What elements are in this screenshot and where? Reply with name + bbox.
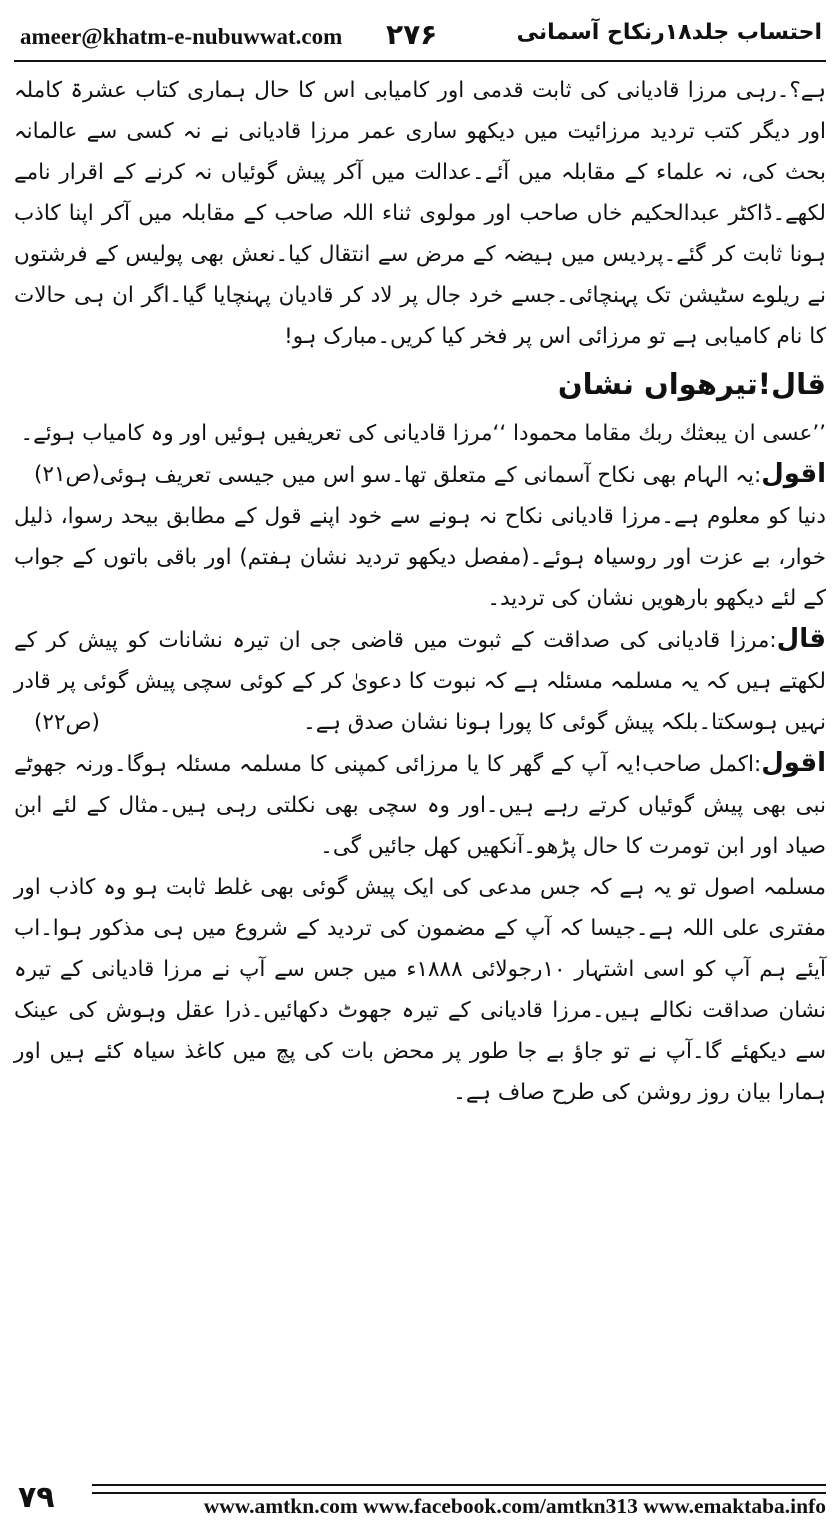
page-body bbox=[14, 70, 826, 1113]
paragraph-1: ہے؟۔رہی مرزا قادیانی کی ثابت قدمی اور کامیابی اس کا حال ہماری کتاب عشرۃ کاملہ اور دیگر کتب تردید مرزائیت میں دیکھو ساری عمر مرزا قادیانی نے نہ کسی سے عالمانہ بحث کی، نہ علماء کے مقابلہ میں آئے۔عدالت میں آکر پیش گوئیاں نہ کرنے کے اقرار نامے لکھے۔ڈاکٹر عبدالحکیم خاں صاحب اور مولوی ثناء اللہ صاحب کے مقابلہ میں آکر اپنا کاذب ہونا ثابت کر گئے۔پردیس میں ہیضہ کے مرض سے انتقال کیا۔نعش بھی پولیس کے فرشتوں نے ریلوے سٹیشن تک پہنچائی۔جسے خرد جال پر لاد کر قادیان پہنچایا گیا۔اگر ان ہی حالات کا نام کامیابی ہے تو مرزائی اس پر فخر کیا کریں۔مبارک ہو! bbox=[14, 78, 826, 349]
footer-divider bbox=[92, 1484, 826, 1494]
paragraph-4-reference: (ص۲۲) bbox=[34, 710, 100, 735]
header-book-title: احتساب جلد۱۸رنکاح آسمانی bbox=[516, 20, 822, 45]
header-page-number: ۲۷۶ bbox=[386, 18, 438, 51]
paragraph-3 bbox=[14, 454, 826, 619]
paragraph-6: مسلمہ اصول تو یہ ہے کہ جس مدعی کی ایک پیش گوئی بھی غلط ثابت ہو وہ کاذب اور مفتری علی اللہ ہے۔جیسا کہ آپ کے مضمون کی تردید کے شروع میں ہی مذکور ہوا۔اب آیئے ہم آپ کو اسی اشتہار ۱۰رجولائی ۱۸۸۸ء میں جس سے آپ نے مرزا قادیانی کے تیرہ نشان صداقت نکالے ہیں۔مرزا قادیانی کے تیرہ جھوٹ دکھائیں۔ذرا عقل وہوش کی عینک سے دیکھئے گا۔آپ نے تو جاؤ بے جا طور پر محض بات کی پچ میں کاغذ سیاہ کئے ہیں اور ہمارا بیان روز روشن کی طرح صاف ہے۔ bbox=[14, 875, 826, 1105]
footer-links: www.amtkn.com www.facebook.com/amtkn313 www.emaktaba.info bbox=[203, 1494, 826, 1518]
paragraph-2-text: ’’عسى ان يبعثك ربك مقاما محمودا ‘‘مرزا قادیانی کی تعریفیں ہوئیں اور وہ کامیاب ہوئے۔ bbox=[20, 421, 826, 446]
paragraph-3-text: :یہ الہام بھی نکاح آسمانی کے متعلق تھا۔سو اس میں جیسی تعریف ہوئی دنیا کو معلوم ہے۔مرزا قادیانی نکاح نہ ہونے سے خود اپنے قول کے مطابق بیحد رسوا، ذلیل خوار، بے عزت اور روسیاہ ہوئے۔(مفصل دیکھو تردید نشان ہفتم) اور باقی باتوں کے جواب کے لئے دیکھو بارھویں نشان کی تردید۔ bbox=[14, 463, 826, 611]
paragraph-2-reference: (ص۲۱) bbox=[34, 462, 100, 487]
header-divider bbox=[14, 60, 826, 62]
page-header bbox=[14, 18, 826, 54]
paragraph-5-label: اقول bbox=[761, 748, 826, 778]
paragraph-5 bbox=[14, 743, 826, 867]
paragraph-5-text: :اکمل صاحب!یہ آپ کے گھر کا یا مرزائی کمپنی کا مسلمہ مسئلہ ہوگا۔ورنہ جھوٹے نبی بھی پیش گوئیاں کرتے رہے ہیں۔اور وہ سچی بھی نکلتی رہی ہیں۔مثال کے لئے ابن صیاد اور ابن تومرت کا حال پڑھو۔آنکھیں کھل جائیں گی۔ bbox=[14, 752, 826, 859]
paragraph-3-label: اقول bbox=[761, 459, 826, 489]
header-email: ameer@khatm-e-nubuwwat.com bbox=[20, 24, 343, 49]
paragraph-4-label: قال bbox=[776, 624, 826, 654]
paragraph-4 bbox=[14, 619, 826, 743]
section-heading: قال!تیرھواں نشان bbox=[557, 367, 826, 401]
footer-page-number: ۷۹ bbox=[18, 1480, 55, 1515]
paragraph-4-text: :مرزا قادیانی کی صداقت کے ثبوت میں قاضی جی ان تیرہ نشانات کو پیش کر کے لکھتے ہیں کہ یہ مسلمہ مسئلہ ہے کہ نبوت کا دعویٰ کر کے کوئی سچی پیش گوئی پر قادر نہیں ہوسکتا۔بلکہ پیش گوئی کا پورا ہونا نشان صدق ہے۔ bbox=[14, 628, 826, 735]
page-footer bbox=[14, 1480, 826, 1526]
